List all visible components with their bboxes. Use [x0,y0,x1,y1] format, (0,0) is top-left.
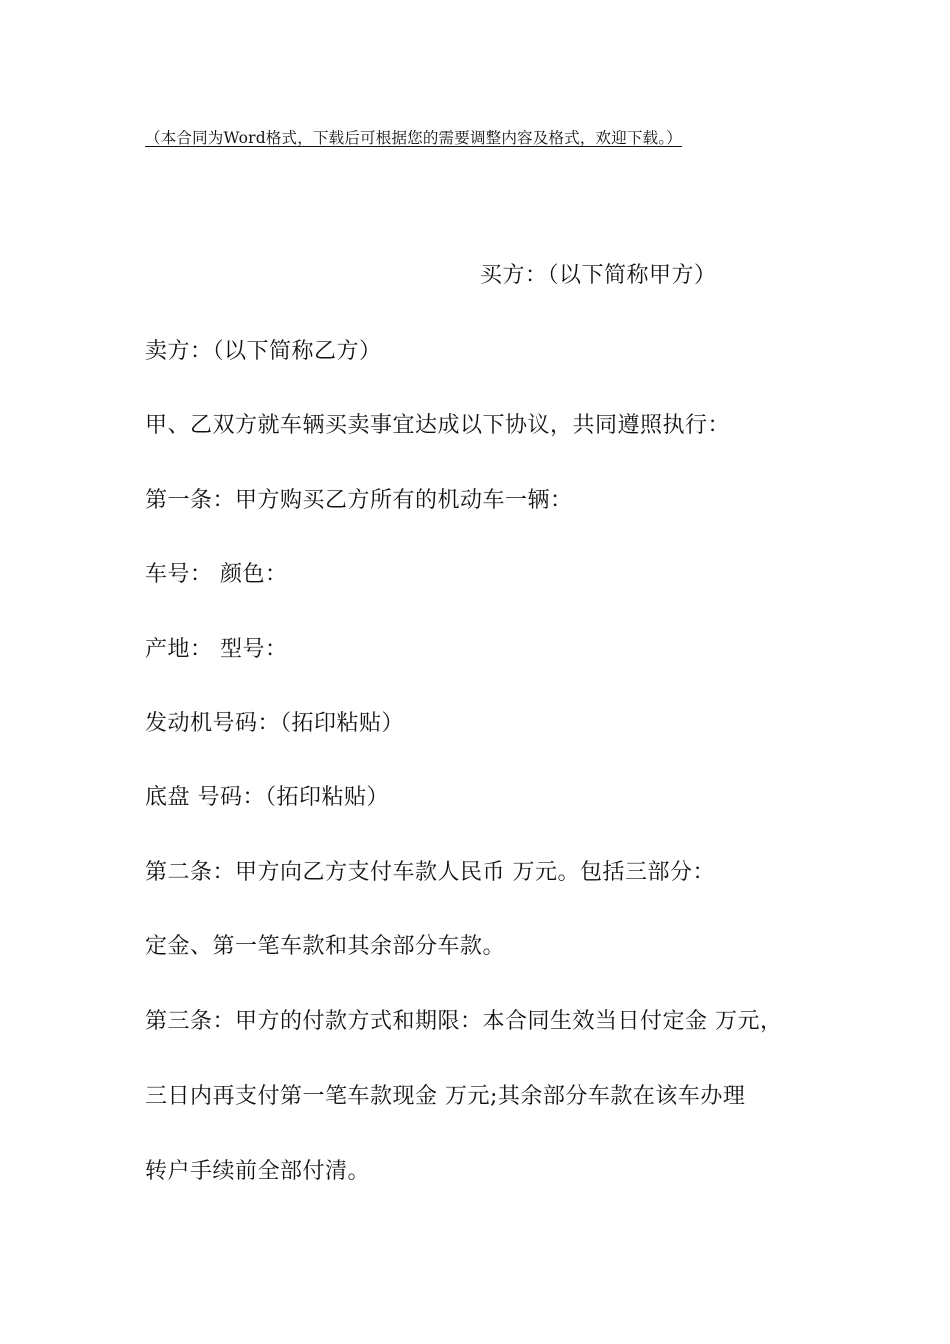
intro-line: 甲、乙双方就车辆买卖事宜达成以下协议，共同遵照执行： [145,413,731,438]
article-2-line-2: 定金、第一笔车款和其余部分车款。 [145,934,506,959]
header-note: （本合同为Word格式，下载后可根据您的需要调整内容及格式，欢迎下载。） [145,129,682,147]
buyer-line: 买方：（以下简称甲方） [480,263,717,288]
article-3-line-3: 转户手续前全部付清。 [145,1159,371,1184]
article-3-line-1: 第三条：甲方的付款方式和期限：本合同生效当日付定金 万元， [145,1009,783,1034]
article-2-line-1: 第二条：甲方向乙方支付车款人民币 万元。包括三部分： [145,860,715,885]
seller-line: 卖方：（以下简称乙方） [145,339,382,364]
plate-color-line: 车号： 颜色： [145,562,288,587]
article-3-line-2: 三日内再支付第一笔车款现金 万元;其余部分车款在该车办理 [145,1084,746,1109]
origin-model-line: 产地： 型号： [145,637,288,662]
engine-number-line: 发动机号码：（拓印粘贴） [145,711,405,736]
article-1: 第一条：甲方购买乙方所有的机动车一辆： [145,488,573,513]
chassis-number-line: 底盘 号码：（拓印粘贴） [145,785,389,810]
